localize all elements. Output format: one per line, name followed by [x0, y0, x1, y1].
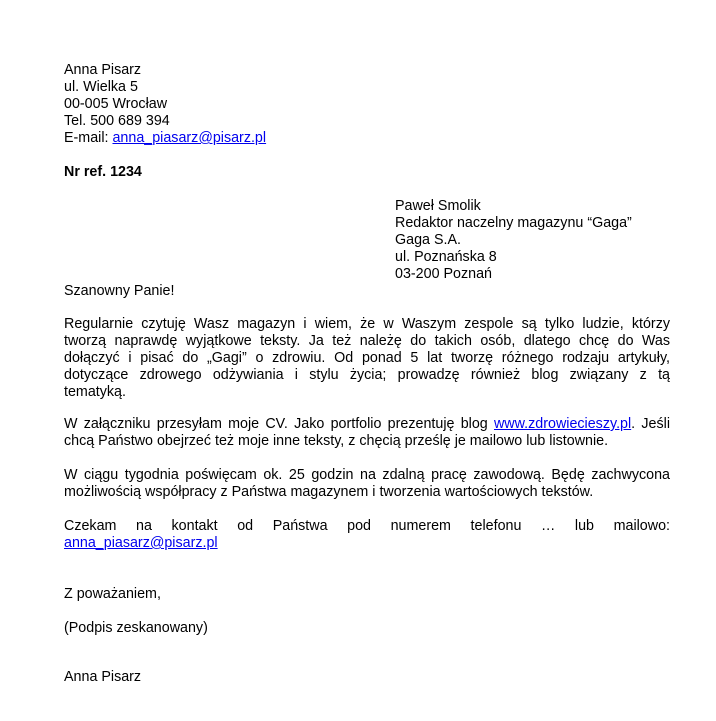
- recipient-street: ul. Poznańska 8: [395, 249, 497, 265]
- p2-post: . Jeśli: [631, 416, 670, 432]
- reference-number: Nr ref. 1234: [64, 164, 142, 180]
- recipient-title: Redaktor naczelny magazynu “Gaga”: [395, 215, 632, 231]
- p1-line-4: dotyczące zdrowego odżywiania i stylu życia; prowadzę również blog związany z tą: [64, 367, 670, 383]
- closing: Z poważaniem,: [64, 586, 161, 602]
- p2-line-1: [64, 416, 670, 433]
- sender-phone: Tel. 500 689 394: [64, 113, 170, 129]
- p1-line-5: tematyką.: [64, 384, 126, 400]
- contact-email-link[interactable]: anna_piasarz@pisarz.pl: [64, 535, 218, 551]
- p3-line-1: W ciągu tygodnia poświęcam ok. 25 godzin na zdalną pracę zawodową. Będę zachwycona: [64, 467, 670, 483]
- signature-name: Anna Pisarz: [64, 669, 142, 685]
- sender-email-line: [64, 130, 266, 147]
- p4-line-2: [64, 535, 670, 552]
- p3-line-2: możliwością współpracy z Państwa magazynem i tworzenia wartościowych tekstów.: [64, 484, 594, 500]
- signature-note: (Podpis zeskanowany): [64, 620, 208, 636]
- sender-name: Anna Pisarz: [64, 62, 142, 78]
- sender-email-link[interactable]: anna_piasarz@pisarz.pl: [112, 130, 267, 146]
- sender-email-label: E-mail:: [64, 130, 109, 146]
- sender-street: ul. Wielka 5: [64, 79, 138, 95]
- p2-pre: W załączniku przesyłam moje CV. Jako portfolio prezentuję blog: [64, 416, 488, 432]
- p2-line-2: chcą Państwo obejrzeć też moje inne teksty, z chęcią prześlę je mailowo lub listownie.: [64, 433, 609, 449]
- p1-line-1: Regularnie czytuję Wasz magazyn i wiem, że w Waszym zespole są tylko ludzie, którzy: [64, 316, 670, 332]
- p1-line-2: tworzą naprawdę wyjątkowe teksty. Ja też należę do takich osób, dlatego chcę do Was: [64, 333, 670, 349]
- recipient-company: Gaga S.A.: [395, 232, 461, 248]
- sender-city: 00-005 Wrocław: [64, 96, 168, 112]
- p4-line-1: Czekam na kontakt od Państwa pod numerem telefonu … lub mailowo:: [64, 518, 670, 534]
- greeting: Szanowny Panie!: [64, 283, 175, 299]
- blog-link[interactable]: www.zdrowiecieszy.pl: [493, 416, 632, 432]
- recipient-name: Paweł Smolik: [395, 198, 481, 214]
- recipient-city: 03-200 Poznań: [395, 266, 492, 282]
- p1-line-3: dołączyć i pisać do „Gagi” o zdrowiu. Od ponad 5 lat tworzę różnego rodzaju artykuły,: [64, 350, 670, 366]
